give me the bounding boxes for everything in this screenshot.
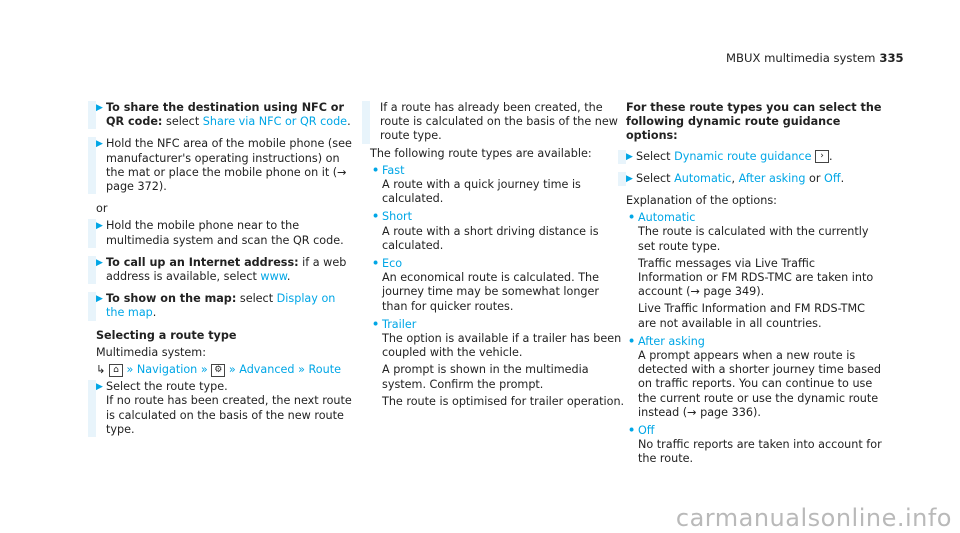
route-type-short bbox=[370, 210, 626, 253]
route-type-desc: The option is available if a trailer has been coupled with the vehicle. bbox=[382, 332, 622, 360]
bullet-icon: • bbox=[628, 334, 636, 348]
step-arrow-icon: ▶ bbox=[96, 294, 103, 305]
step-arrow-icon: ▶ bbox=[96, 139, 103, 150]
route-type-name[interactable]: Fast bbox=[382, 163, 405, 177]
route-type-desc: A route with a short driving distance is calculated. bbox=[382, 224, 599, 252]
option-desc: Live Traffic Information and FM RDS-TMC are not available in all countries. bbox=[638, 302, 865, 330]
map-link[interactable]: Display on the map bbox=[106, 292, 336, 320]
bullet-icon: • bbox=[372, 317, 380, 331]
www-link[interactable]: www bbox=[260, 270, 287, 284]
or-text: or bbox=[96, 202, 108, 216]
route-type-name[interactable]: Eco bbox=[382, 257, 403, 271]
settings-icon: ⚙ bbox=[211, 364, 225, 377]
step-title: To show on the map: bbox=[106, 292, 237, 306]
path-label: Multimedia system: bbox=[96, 345, 206, 359]
step-nfc bbox=[88, 137, 352, 194]
step-text: select bbox=[239, 292, 274, 306]
path-start-icon: ↳ bbox=[96, 363, 106, 377]
section-heading: Selecting a route type bbox=[96, 328, 237, 342]
route-type-desc: A route with a quick journey time is calculated. bbox=[382, 178, 581, 206]
column-3 bbox=[626, 101, 882, 471]
step-text: select bbox=[165, 115, 200, 129]
option-desc: Traffic messages via Live Traffic Information or FM RDS-TMC are taken into account (→ page 349). bbox=[638, 256, 874, 299]
step-title: To call up an Internet address: bbox=[106, 255, 299, 269]
option-name[interactable]: Off bbox=[638, 424, 655, 438]
step-text: Hold the NFC area of the mobile phone (see manufacturer's operating instructions) on the mat or place the mobile phone on it (→ page 372). bbox=[106, 137, 352, 194]
bullet-icon: • bbox=[372, 210, 380, 224]
option-name[interactable]: After asking bbox=[638, 334, 705, 348]
step-qr bbox=[88, 219, 352, 247]
option-automatic bbox=[626, 211, 882, 331]
share-link[interactable]: Share via NFC or QR code bbox=[202, 115, 348, 129]
page-number: 335 bbox=[879, 51, 904, 65]
home-icon: ⌂ bbox=[109, 364, 123, 377]
chevron-right-icon: › bbox=[815, 150, 829, 163]
route-type-desc: The route is optimised for trailer operation. bbox=[382, 394, 625, 408]
path-arrow-icon: » bbox=[298, 363, 305, 377]
path-advanced[interactable]: Advanced bbox=[239, 363, 295, 377]
step-text: Select bbox=[636, 171, 671, 185]
step-text: if a web address is available, select bbox=[106, 255, 347, 284]
option-desc: A prompt appears when a new route is detected with a shorter journey time based on traffic reports. You can continue to use the current route or use the dynamic route instead (→ page 336). bbox=[638, 349, 882, 419]
watermark: carmanualsonline.info bbox=[675, 503, 952, 532]
step-text: Select bbox=[636, 149, 671, 163]
bullet-icon: • bbox=[628, 424, 636, 438]
path-arrow-icon: » bbox=[228, 363, 236, 377]
bullet-icon: • bbox=[372, 163, 380, 177]
route-type-desc: A prompt is shown in the multimedia system. Confirm the prompt. bbox=[382, 363, 589, 391]
step-internet: ▶ To call up an Internet address: if a web address is available, select www. bbox=[88, 256, 352, 284]
step-map: ▶ To show on the map: select Display on the map. bbox=[88, 292, 352, 320]
options-heading: For these route types you can select the following dynamic route guidance options: bbox=[626, 101, 882, 143]
option-after-asking bbox=[626, 335, 882, 420]
bullet-icon: • bbox=[372, 257, 380, 271]
step-route-type bbox=[88, 380, 352, 437]
step-dynamic: ▶ Select Dynamic route guidance › . bbox=[618, 150, 882, 164]
path-arrow-icon: » bbox=[126, 363, 134, 377]
route-type-trailer bbox=[370, 318, 626, 409]
step-arrow-icon: ▶ bbox=[626, 151, 633, 162]
page-header bbox=[726, 51, 904, 65]
route-type-name[interactable]: Trailer bbox=[382, 317, 417, 331]
after-asking-link[interactable]: After asking bbox=[738, 171, 806, 185]
option-desc: No traffic reports are taken into account for the route. bbox=[638, 438, 882, 466]
step-title: To share the destination using NFC or QR code: bbox=[106, 101, 345, 129]
step-arrow-icon: ▶ bbox=[626, 173, 633, 184]
available-text: The following route types are available: bbox=[370, 146, 592, 160]
intro-text: If a route has already been created, the route is calculated on the basis of the new route type. bbox=[362, 101, 626, 144]
header-title: MBUX multimedia system bbox=[726, 51, 876, 65]
column-1 bbox=[96, 101, 352, 445]
option-off bbox=[626, 424, 882, 467]
bullet-icon: • bbox=[628, 211, 636, 225]
step-text: Select the route type. bbox=[106, 380, 228, 394]
step-arrow-icon: ▶ bbox=[96, 221, 103, 232]
step-arrow-icon: ▶ bbox=[96, 103, 103, 113]
step-share: ▶ To share the destination using NFC or QR code: select Share via NFC or QR code. bbox=[88, 101, 352, 129]
step-select-option: ▶ Select Automatic, After asking or Off. bbox=[618, 172, 882, 186]
route-type-name[interactable]: Short bbox=[382, 210, 413, 224]
path-navigation[interactable]: Navigation bbox=[136, 363, 198, 377]
route-type-eco bbox=[370, 257, 626, 314]
off-link[interactable]: Off bbox=[824, 171, 841, 185]
path-arrow-icon: » bbox=[200, 363, 208, 377]
route-type-fast bbox=[370, 164, 626, 207]
step-text: If no route has been created, the next route is calculated on the basis of the new route type. bbox=[106, 394, 352, 436]
option-name[interactable]: Automatic bbox=[638, 211, 696, 225]
automatic-link[interactable]: Automatic bbox=[674, 171, 732, 185]
step-arrow-icon: ▶ bbox=[96, 382, 103, 393]
path-route[interactable]: Route bbox=[308, 363, 341, 377]
option-desc: The route is calculated with the currently set route type. bbox=[638, 225, 869, 253]
column-2 bbox=[370, 101, 626, 413]
route-type-desc: An economical route is calculated. The journey time may be somewhat longer than for quicker routes. bbox=[382, 271, 600, 313]
menu-path bbox=[96, 363, 352, 377]
explain-text: Explanation of the options: bbox=[626, 194, 777, 208]
dynamic-route-link[interactable]: Dynamic route guidance bbox=[674, 149, 812, 163]
step-arrow-icon: ▶ bbox=[96, 257, 103, 268]
step-text: Hold the mobile phone near to the multimedia system and scan the QR code. bbox=[106, 219, 344, 247]
or-text: or bbox=[809, 171, 821, 185]
